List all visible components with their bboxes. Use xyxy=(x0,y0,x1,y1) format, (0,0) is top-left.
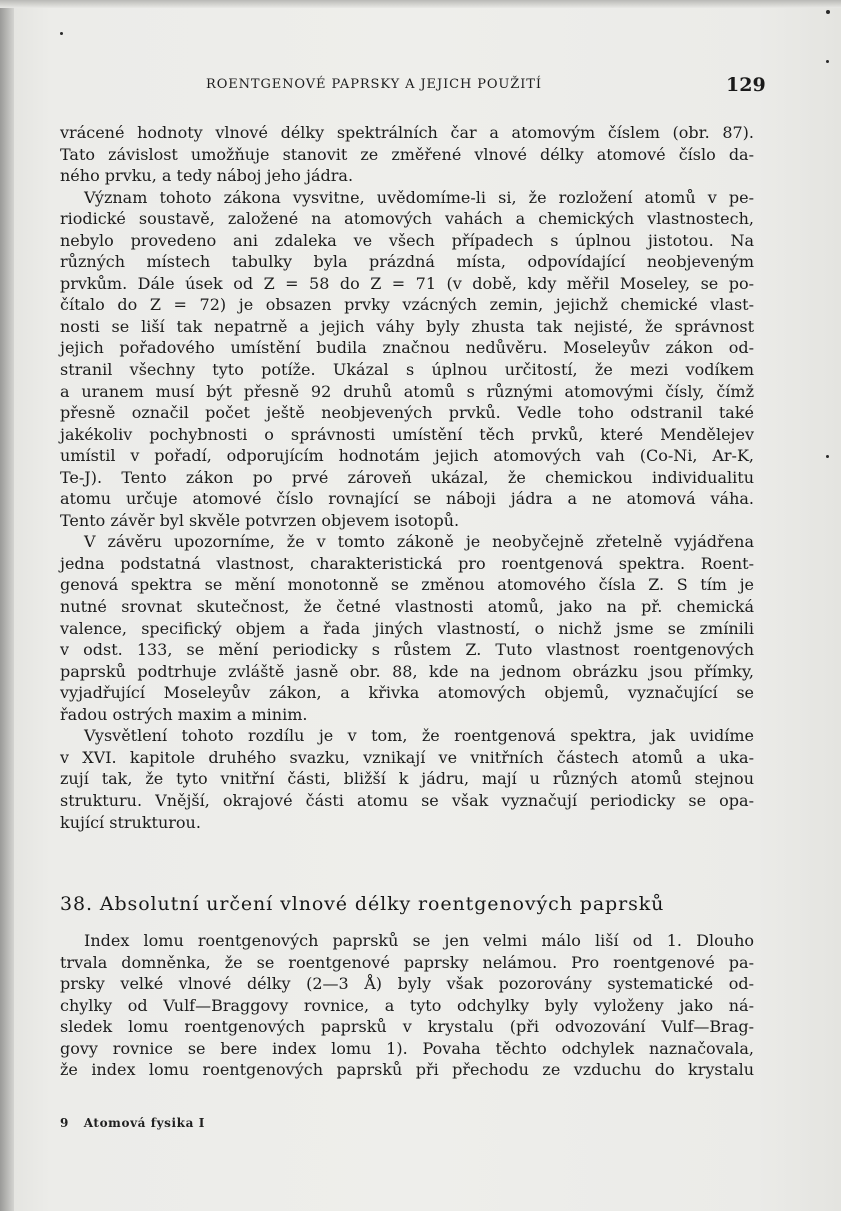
text-line: že index lomu roentgenových paprsků při přechodu ze vzduchu do krystalu xyxy=(60,1060,754,1080)
text-line: Tato závislost umožňuje stanovit ze změřené vlnové délky atomové číslo da- xyxy=(60,144,754,164)
text-line: v XVI. kapitole druhého svazku, vznikají ve vnitřních částech atomů a uka- xyxy=(60,747,754,767)
text-line: jedna podstatná vlastnost, charakteristická pro roentgenová spektra. Roent- xyxy=(60,553,754,573)
text-line: atomu určuje atomové číslo rovnající se náboji jádra a ne atomová váha. xyxy=(60,489,754,509)
running-header xyxy=(0,72,841,102)
speck xyxy=(826,10,830,14)
text-line: umístil v pořadí, odporujícím hodnotám jejich atomových vah (Co-Ni, Ar-K, xyxy=(60,446,754,466)
running-title: ROENTGENOVÉ PAPRSKY A JEJICH POUŽITÍ xyxy=(206,77,542,92)
text-line: nebylo provedeno ani zdaleka ve všech případech s úplnou jistotou. Na xyxy=(60,230,754,250)
section-body xyxy=(60,930,754,1081)
text-line: chylky od Vulf—Braggovy rovnice, a tyto odchylky byly vyloženy jako ná- xyxy=(60,995,754,1015)
text-line: jakékoliv pochybnosti o správnosti umístění těch prvků, které Mendělejev xyxy=(60,424,754,444)
text-line: zují tak, že tyto vnitřní části, bližší k jádru, mají u různých atomů stejnou xyxy=(60,769,754,789)
text-line: Te-J). Tento zákon po prvé zároveň ukázal, že chemickou individualitu xyxy=(60,467,754,487)
text-line: prvkům. Dále úsek od Z = 58 do Z = 71 (v době, kdy měřil Moseley, se po- xyxy=(60,273,754,293)
text-line: řadou ostrých maxim a minim. xyxy=(60,704,308,724)
text-line: vrácené hodnoty vlnové délky spektrálních čar a atomovým číslem (obr. 87). xyxy=(60,123,754,142)
speck xyxy=(60,32,63,35)
speck xyxy=(826,455,829,458)
page-top-shadow xyxy=(0,0,841,8)
book-title: Atomová fysika I xyxy=(83,1116,205,1130)
page-footer xyxy=(60,1116,215,1136)
text-line: různých místech tabulky byla prázdná místa, odpovídající neobjeveným xyxy=(60,252,754,272)
text-line: vyjadřující Moseleyův zákon, a křivka atomových objemů, vyznačující se xyxy=(60,683,754,703)
text-line: strukturu. Vnější, okrajové části atomu se však vyznačují periodicky se opa- xyxy=(60,790,754,810)
text-line: Index lomu roentgenových paprsků se jen velmi málo liší od 1. Dlouho xyxy=(84,931,754,950)
text-line: V závěru upozorníme, že v tomto zákoně je neobyčejně zřetelně vyjádřena xyxy=(84,532,754,552)
text-line: genová spektra se mění monotonně se změnou atomového čísla Z. S tím je xyxy=(60,575,754,595)
text-line: nosti se liší tak nepatrně a jejich váhy byly zhusta tak nejisté, že správnost xyxy=(60,316,754,336)
text-line: nutné srovnat skutečnost, že četné vlastnosti atomů, jako na př. chemická xyxy=(60,597,754,617)
text-line: přesně označil počet ještě neobjevených prvků. Vedle toho odstranil také xyxy=(60,403,754,423)
text-line: govy rovnice se bere index lomu 1). Povaha těchto odchylek naznačovala, xyxy=(60,1038,754,1058)
section-heading: 38. Absolutní určení vlnové délky roentgenových paprsků xyxy=(60,893,665,915)
text-line: Vysvětlení tohoto rozdílu je v tom, že roentgenová spektra, jak uvidíme xyxy=(84,726,754,746)
text-line: stranil všechny tyto potíže. Ukázal s úplnou určitostí, že mezi vodíkem xyxy=(60,360,754,380)
text-line: valence, specifický objem a řada jiných vlastností, o nichž jsme se zmínili xyxy=(60,618,754,638)
text-line: kující strukturou. xyxy=(60,812,201,832)
text-line: trvala domněnka, že se roentgenové paprsky nelámou. Pro roentgenové pa- xyxy=(60,952,754,972)
text-line: paprsků podtrhuje zvláště jasně obr. 88, kde na jednom obrázku jsou přímky, xyxy=(60,661,754,681)
text-line: a uranem musí být přesně 92 druhů atomů s různými atomovými čísly, čímž xyxy=(60,381,754,401)
page-binding-shadow xyxy=(0,0,14,1211)
text-line: v odst. 133, se mění periodicky s růstem Z. Tuto vlastnost roentgenových xyxy=(60,640,754,660)
text-line: prsky velké vlnové délky (2—3 Å) byly však pozorovány systematické od- xyxy=(60,974,754,994)
body-text xyxy=(60,122,754,833)
text-line: ného prvku, a tedy náboj jeho jádra. xyxy=(60,166,354,186)
text-line: Význam tohoto zákona vysvitne, uvědomíme-li si, že rozložení atomů v pe- xyxy=(84,187,754,207)
text-line: Tento závěr byl skvěle potvrzen objevem isotopů. xyxy=(60,510,460,530)
text-line: čítalo do Z = 72) je obsazen prvky vzácných zemin, jejichž chemické vlast- xyxy=(60,295,754,315)
signature-number: 9 xyxy=(60,1116,69,1130)
speck xyxy=(826,60,829,63)
text-line: riodické soustavě, založené na atomových vahách a chemických vlastnostech, xyxy=(60,209,754,229)
text-line: sledek lomu roentgenových paprsků v krystalu (při odvozování Vulf—Brag- xyxy=(60,1017,754,1037)
text-line: jejich pořadového umístění budila značnou nedůvěru. Moseleyův zákon od- xyxy=(60,338,754,358)
page-number: 129 xyxy=(726,74,766,96)
